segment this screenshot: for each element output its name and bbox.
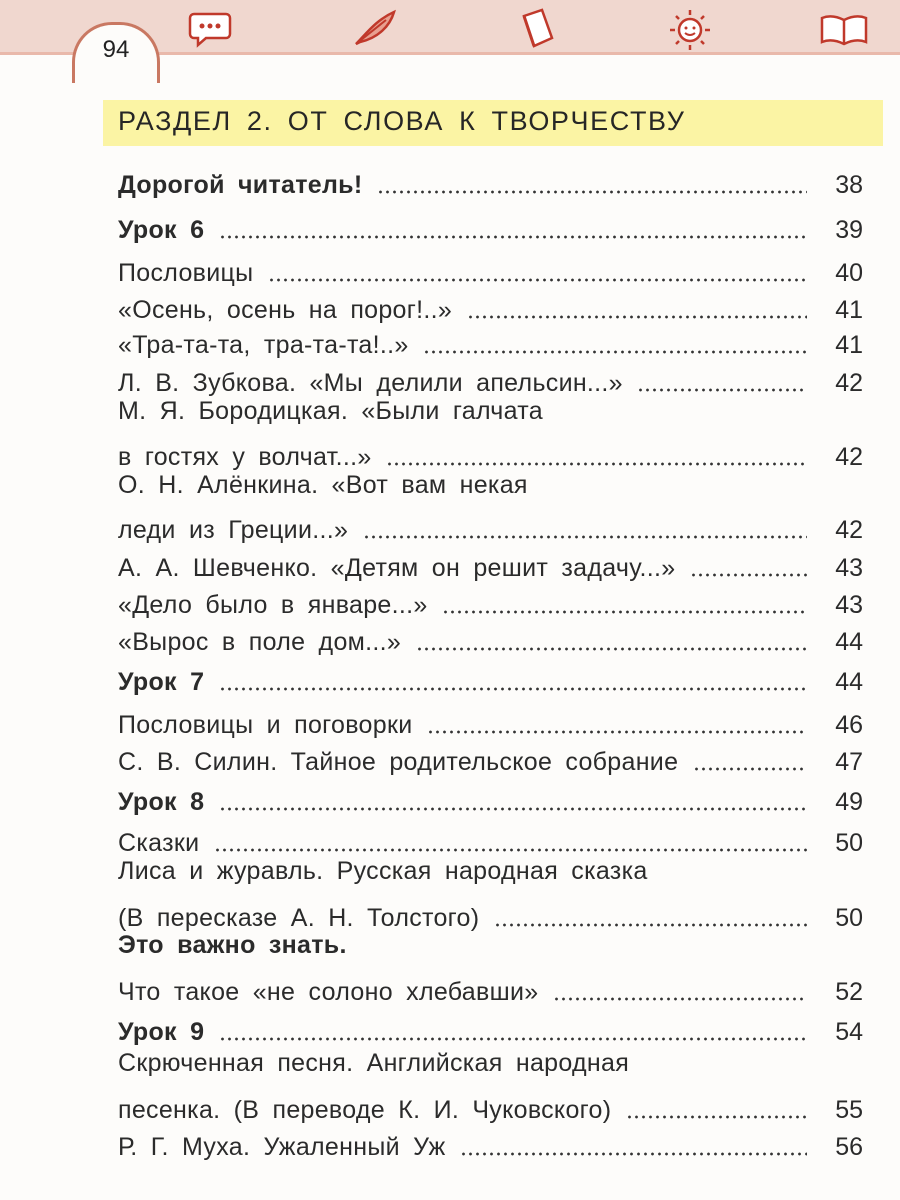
toc-entry-title: Пословицы и поговорки bbox=[118, 711, 413, 739]
toc-entry[interactable] bbox=[118, 818, 863, 858]
leader-dots bbox=[219, 235, 807, 239]
leader-dots bbox=[637, 388, 807, 392]
toc-entry-page: 52 bbox=[835, 978, 863, 1006]
toc-entry-page: 55 bbox=[835, 1096, 863, 1124]
toc-entry-page: 39 bbox=[835, 216, 863, 244]
toc-entry[interactable] bbox=[118, 543, 863, 583]
toc-entry-title: «Вырос в поле дом...» bbox=[118, 628, 402, 656]
toc-entry-page: 46 bbox=[835, 711, 863, 739]
toc-entry[interactable] bbox=[118, 1007, 863, 1047]
toc-entry-line: Скрюченная песня. Английская народная bbox=[118, 1049, 630, 1077]
leader-dots bbox=[626, 1115, 807, 1119]
toc-entry[interactable] bbox=[118, 580, 863, 620]
toc-entry[interactable] bbox=[118, 657, 863, 697]
leader-dots bbox=[442, 610, 807, 614]
toc-entry-page: 50 bbox=[835, 829, 863, 857]
toc-entry[interactable] bbox=[118, 700, 863, 740]
toc-entry-title: Сказки bbox=[118, 829, 200, 857]
leader-dots bbox=[460, 1152, 807, 1156]
toc-entry-page: 44 bbox=[835, 668, 863, 696]
toc-entry[interactable] bbox=[118, 205, 863, 245]
toc-entry[interactable] bbox=[118, 358, 863, 398]
toc-entry-title: Что такое «не солоно хлебавши» bbox=[118, 978, 539, 1006]
toc-entry[interactable] bbox=[118, 248, 863, 288]
toc-entry-title: Урок 8 bbox=[118, 788, 205, 816]
toc-entry[interactable] bbox=[118, 777, 863, 817]
leader-dots bbox=[219, 807, 807, 811]
toc-entry[interactable] bbox=[118, 320, 863, 360]
toc-entry-title: леди из Греции...» bbox=[118, 516, 349, 544]
toc-entry-line: О. Н. Алёнкина. «Вот вам некая bbox=[118, 471, 528, 499]
toc-entry-title: песенка. (В переводе К. И. Чуковского) bbox=[118, 1096, 612, 1124]
toc-entry[interactable] bbox=[118, 1122, 863, 1162]
toc-entry-title: Р. Г. Муха. Ужаленный Уж bbox=[118, 1133, 446, 1161]
toc-entry[interactable] bbox=[118, 432, 863, 472]
toc-entry-title: (В пересказе А. Н. Толстого) bbox=[118, 904, 480, 932]
toc-entry-title: Пословицы bbox=[118, 259, 254, 287]
toc-entry-line: Это важно знать. bbox=[118, 931, 347, 959]
page-number: 94 bbox=[102, 36, 130, 63]
toc-entry-line: М. Я. Бородицкая. «Были галчата bbox=[118, 397, 543, 425]
toc-entry-title: «Осень, осень на порог!..» bbox=[118, 296, 453, 324]
toc-entry-line: Лиса и журавль. Русская народная сказка bbox=[118, 857, 648, 885]
toc-entry-page: 41 bbox=[835, 331, 863, 359]
toc-entry-page: 42 bbox=[835, 369, 863, 397]
toc-entry-title: Л. В. Зубкова. «Мы делили апельсин...» bbox=[118, 369, 623, 397]
toc-entry-title: Урок 9 bbox=[118, 1018, 205, 1046]
toc-entry-page: 56 bbox=[835, 1133, 863, 1161]
leader-dots bbox=[494, 923, 807, 927]
toc-entry-title: Дорогой читатель! bbox=[118, 171, 363, 199]
toc-entry-page: 49 bbox=[835, 788, 863, 816]
toc-entry-title: С. В. Силин. Тайное родительское собрание bbox=[118, 748, 679, 776]
leader-dots bbox=[268, 278, 807, 282]
toc-entry-page: 42 bbox=[835, 516, 863, 544]
leader-dots bbox=[693, 767, 807, 771]
toc-entry-page: 41 bbox=[835, 296, 863, 324]
toc-entry[interactable] bbox=[118, 967, 863, 1007]
toc-entry-title: «Тра-та-та, тра-та-та!..» bbox=[118, 331, 409, 359]
leader-dots bbox=[427, 730, 807, 734]
leader-dots bbox=[423, 350, 807, 354]
toc-entry-title: Урок 7 bbox=[118, 668, 205, 696]
toc-entry-page: 54 bbox=[835, 1018, 863, 1046]
toc-entry[interactable] bbox=[118, 160, 863, 200]
toc-entry-page: 50 bbox=[835, 904, 863, 932]
leader-dots bbox=[690, 573, 807, 577]
leader-dots bbox=[467, 315, 807, 319]
toc-entry[interactable] bbox=[118, 893, 863, 933]
toc-entry[interactable] bbox=[118, 617, 863, 657]
leader-dots bbox=[416, 647, 807, 651]
leader-dots bbox=[386, 462, 807, 466]
toc-entry[interactable] bbox=[118, 737, 863, 777]
leader-dots bbox=[553, 997, 807, 1001]
leader-dots bbox=[219, 1037, 807, 1041]
toc-entry[interactable] bbox=[118, 505, 863, 545]
toc-entry-page: 38 bbox=[835, 171, 863, 199]
leader-dots bbox=[363, 535, 807, 539]
toc-entry-page: 40 bbox=[835, 259, 863, 287]
toc-entry-page: 44 bbox=[835, 628, 863, 656]
toc-entry-title: А. А. Шевченко. «Детям он решит задачу...» bbox=[118, 554, 676, 582]
leader-dots bbox=[214, 848, 807, 852]
toc-entry-title: «Дело было в январе...» bbox=[118, 591, 428, 619]
section-title: РАЗДЕЛ 2. ОТ СЛОВА К ТВОРЧЕСТВУ bbox=[118, 106, 686, 136]
leader-dots bbox=[219, 687, 807, 691]
toc-entry[interactable] bbox=[118, 1085, 863, 1125]
toc-entry[interactable] bbox=[118, 285, 863, 325]
toc-entry-page: 43 bbox=[835, 591, 863, 619]
toc-entry-page: 43 bbox=[835, 554, 863, 582]
toc-entry-title: Урок 6 bbox=[118, 216, 205, 244]
toc-entry-page: 47 bbox=[835, 748, 863, 776]
toc-entry-page: 42 bbox=[835, 443, 863, 471]
leader-dots bbox=[377, 190, 807, 194]
toc-entry-title: в гостях у волчат...» bbox=[118, 443, 372, 471]
